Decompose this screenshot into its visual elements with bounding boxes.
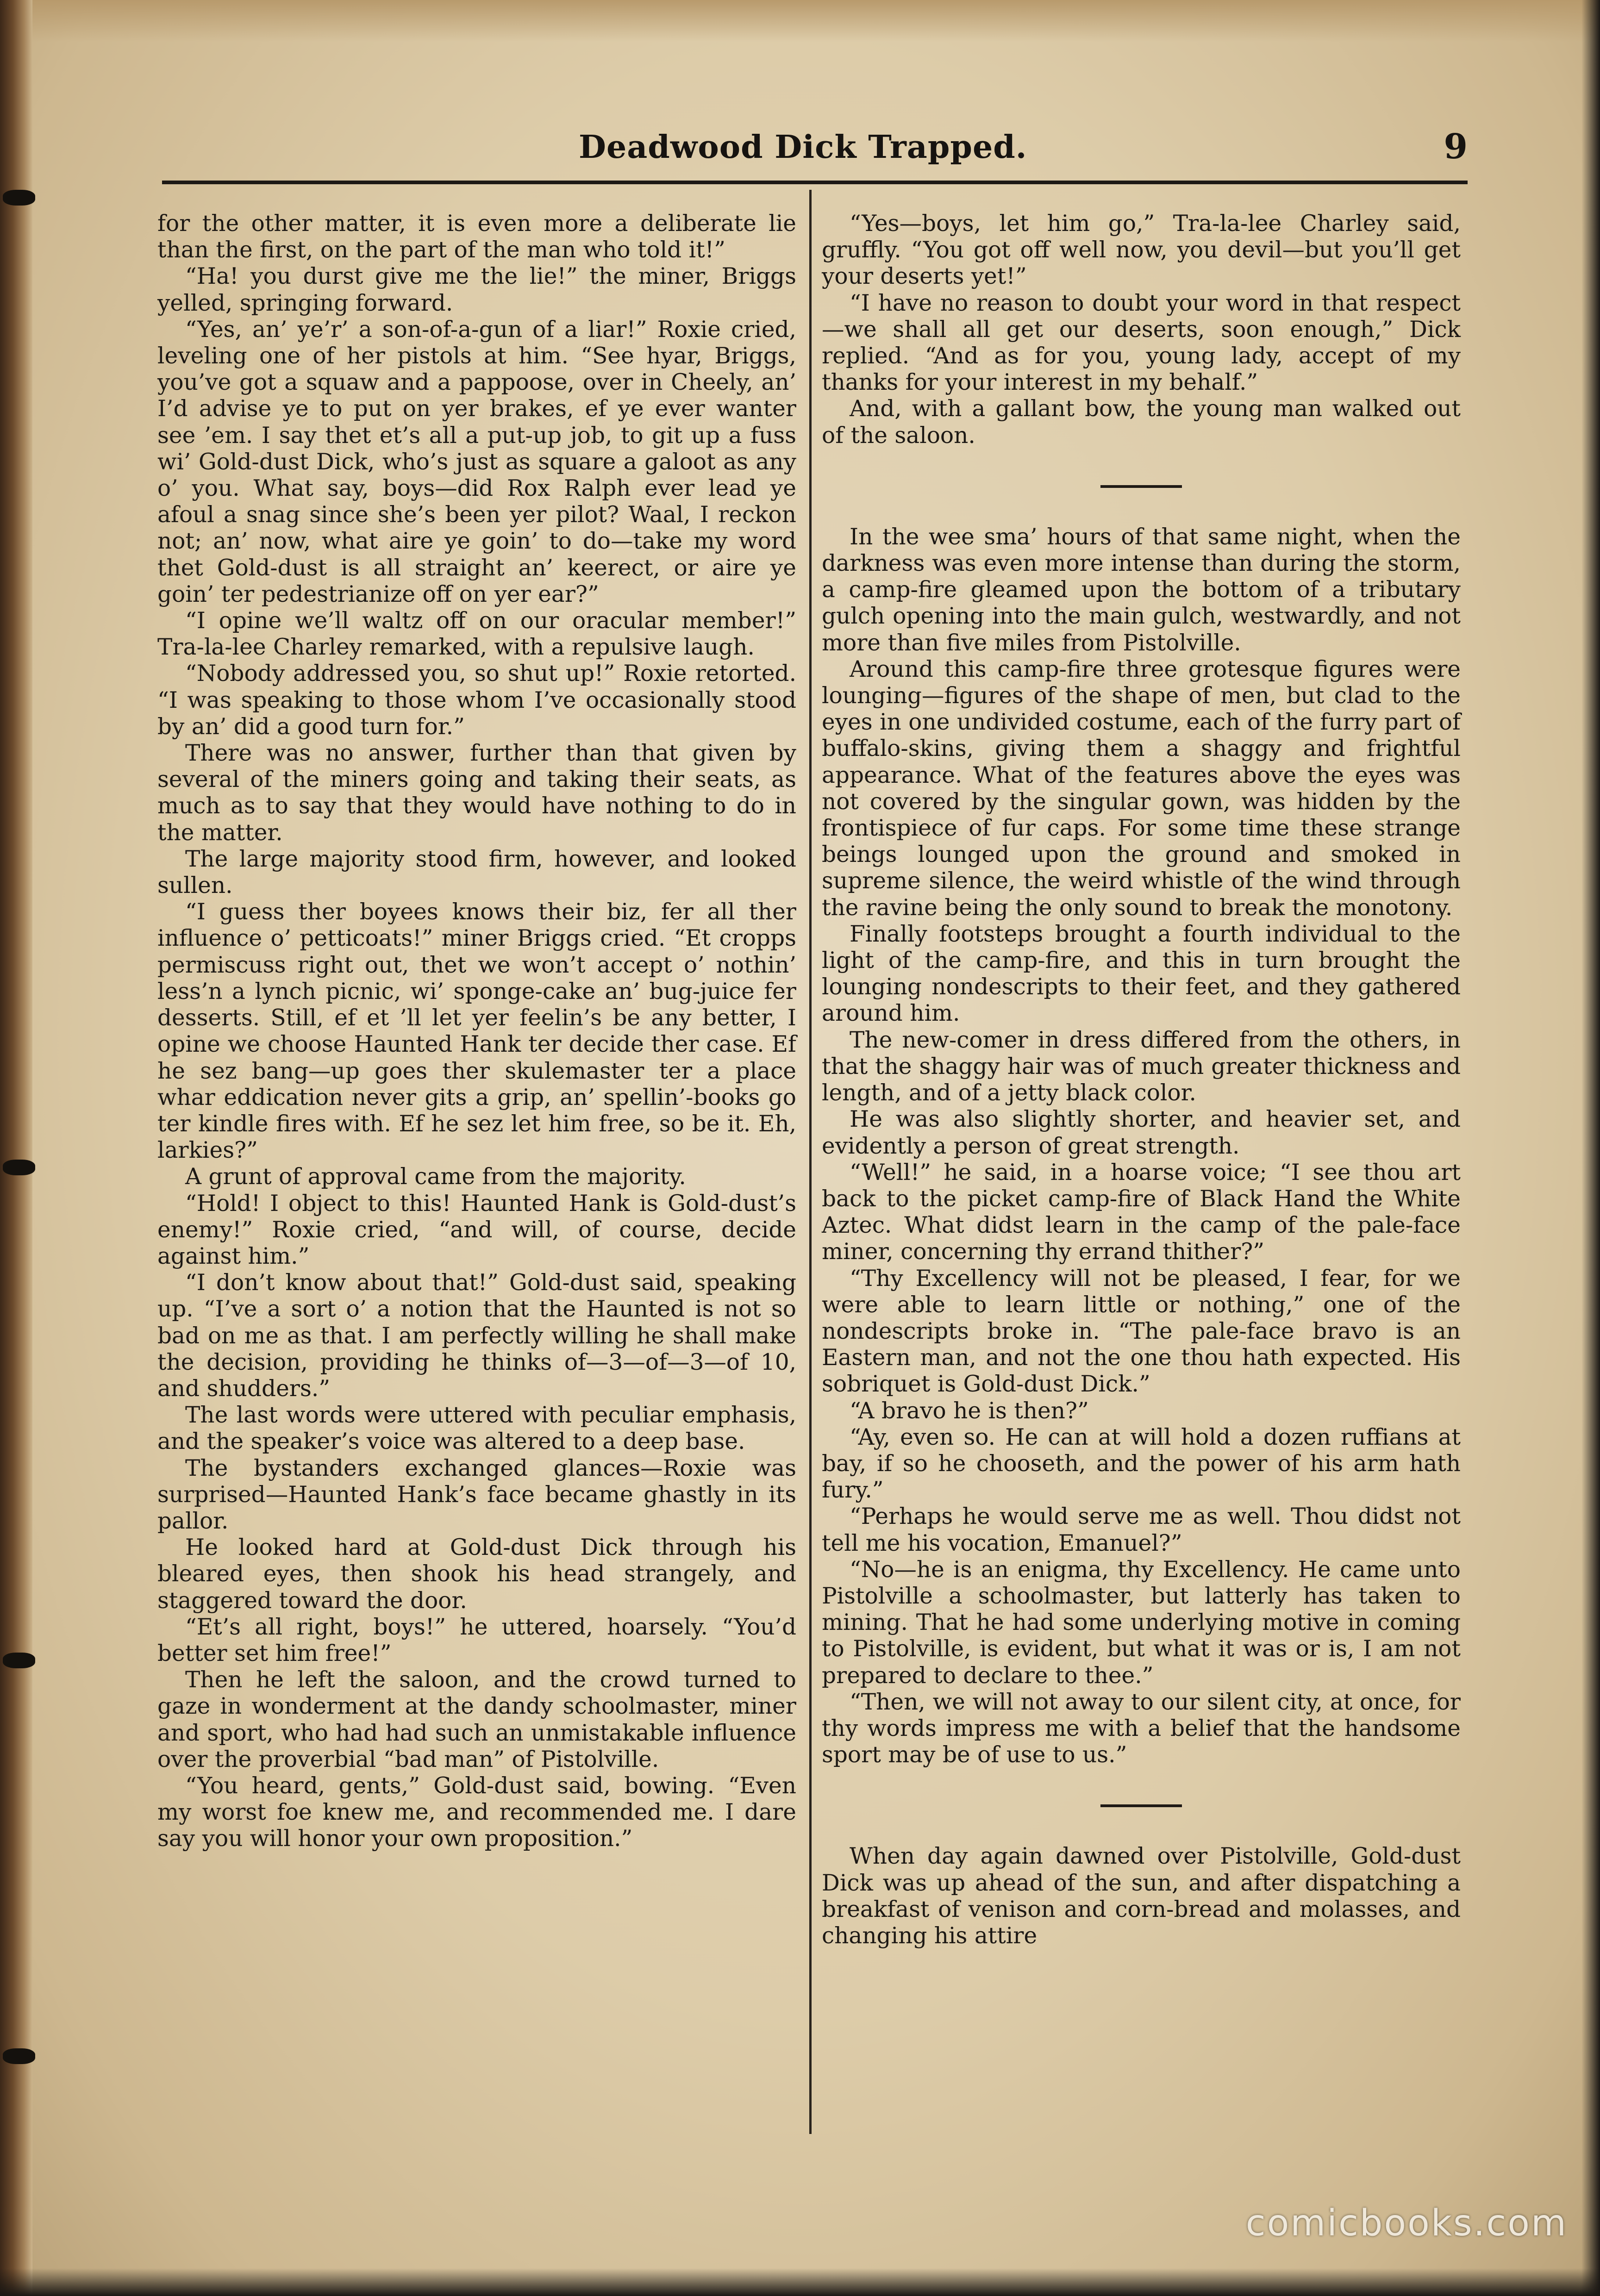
section-separator	[1100, 1804, 1182, 1807]
paragraph: Finally footsteps brought a fourth individual to the light of the camp-fire, and this in turn brought the lounging nondescripts to their feet, and they gathered around him.	[822, 921, 1461, 1027]
paragraph: And, with a gallant bow, the young man walked out of the saloon.	[822, 396, 1461, 449]
paragraph: The last words were uttered with peculiar emphasis, and the speaker’s voice was altered to a deep base.	[157, 1402, 796, 1455]
paragraph: “I have no reason to doubt your word in that respect—we shall all get our deserts, soon enough,” Dick replied. “And as for you, young lady, accept of my thanks for your interest in my behalf.”	[822, 290, 1461, 396]
column-divider	[809, 190, 812, 2134]
paragraph: for the other matter, it is even more a deliberate lie than the first, on the part of the man who told it!”	[157, 211, 796, 263]
site-watermark: comicbooks.com	[1245, 2202, 1568, 2244]
paragraph: The bystanders exchanged glances—Roxie was surprised—Haunted Hank’s face became ghastly in its pallor.	[157, 1455, 796, 1534]
paragraph: “Et’s all right, boys!” he uttered, hoarsely. “You’d better set him free!”	[157, 1614, 796, 1666]
paragraph: “I don’t know about that!” Gold-dust said, speaking up. “I’ve a sort o’ a notion that the Haunted is not so bad on me as that. I am perfectly willing he shall make the decision, providing he thinks of—3—of—3—of 10, and shudders.”	[157, 1270, 796, 1402]
running-header	[153, 120, 1468, 176]
paragraph: “Well!” he said, in a hoarse voice; “I see thou art back to the picket camp-fire of Black Hand the White Aztec. What didst learn in the camp of the pale-face miner, concerning thy errand thither?”	[822, 1159, 1461, 1265]
paragraph: “Thy Excellency will not be pleased, I fear, for we were able to learn little or nothing,” one of the nondescripts broke in. “The pale-face bravo is an Eastern man, and not the one thou hath expected. His sobriquet is Gold-dust Dick.”	[822, 1265, 1461, 1398]
section-separator	[1100, 485, 1182, 488]
paper-stain	[32, 0, 1600, 42]
binding-staple	[3, 1160, 35, 1175]
paragraph: There was no answer, further than that given by several of the miners going and taking their seats, as much as to say that they would have nothing to do in the matter.	[157, 740, 796, 846]
paragraph: “Nobody addressed you, so shut up!” Roxie retorted. “I was speaking to those whom I’ve occasionally stood by an’ did a good turn for.”	[157, 661, 796, 740]
paragraph: “Yes—boys, let him go,” Tra-la-lee Charley said, gruffly. “You got off well now, you devil—but you’ll get your deserts yet!”	[822, 211, 1461, 290]
paragraph: When day again dawned over Pistolville, Gold-dust Dick was up ahead of the sun, and after dispatching a breakfast of venison and corn-bread and molasses, and changing his attire	[822, 1843, 1461, 1949]
page-right-edge	[1581, 0, 1600, 2296]
paragraph: In the wee sma’ hours of that same night, when the darkness was even more intense than during the storm, a camp-fire gleamed upon the bottom of a tributary gulch opening into the main gulch, westwardly, and not more than five miles from Pistolville.	[822, 524, 1461, 656]
page-bottom-edge	[0, 2268, 1600, 2296]
paragraph: “Hold! I object to this! Haunted Hank is Gold-dust’s enemy!” Roxie cried, “and will, of course, decide against him.”	[157, 1190, 796, 1269]
paragraph: The new-comer in dress differed from the others, in that the shaggy hair was of much greater thickness and length, and of a jetty black color.	[822, 1027, 1461, 1106]
paragraph: Around this camp-fire three grotesque figures were lounging—figures of the shape of men, but clad to the eyes in one undivided costume, each of the furry part of buffalo-skins, giving them a shaggy and frightful appearance. What of the features above the eyes was not covered by the singular gown, was hidden by the frontispiece of fur caps. For some time these strange beings lounged upon the ground and smoked in supreme silence, the weird whistle of the wind through the ravine being the only sound to break the monotony.	[822, 656, 1461, 921]
paragraph: A grunt of approval came from the majority.	[185, 1164, 686, 1190]
header-rule	[162, 181, 1468, 184]
paragraph: “Perhaps he would serve me as well. Thou didst not tell me his vocation, Emanuel?”	[822, 1504, 1461, 1556]
paragraph: “Ay, even so. He can at will hold a dozen ruffians at bay, if so he chooseth, and the power of his arm hath fury.”	[822, 1424, 1461, 1504]
paragraph: Then he left the saloon, and the crowd turned to gaze in wonderment at the dandy schoolmaster, miner and sport, who had had such an unmistakable influence over the proverbial “bad man” of Pistolville.	[157, 1667, 796, 1772]
paragraph: “Ha! you durst give me the lie!” the miner, Briggs yelled, springing forward.	[157, 263, 796, 316]
binding-staple	[3, 190, 35, 206]
paragraph: “You heard, gents,” Gold-dust said, bowing. “Even my worst foe knew me, and recommended me. I dare say you will honor your own proposition.”	[157, 1772, 796, 1852]
paragraph: He looked hard at Gold-dust Dick through his bleared eyes, then shook his head strangely, and staggered toward the door.	[157, 1535, 796, 1614]
paragraph: “I opine we’ll waltz off on our oracular member!” Tra-la-lee Charley remarked, with a repulsive laugh.	[157, 608, 796, 661]
right-column	[822, 211, 1461, 1949]
binding-staple	[3, 2048, 35, 2064]
left-column	[157, 211, 796, 1853]
paragraph: He was also slightly shorter, and heavier set, and evidently a person of great strength.	[822, 1106, 1461, 1159]
page-binding	[0, 0, 32, 2296]
paragraph: “A bravo he is then?”	[850, 1398, 1089, 1424]
page-number: 9	[1444, 127, 1468, 167]
story-title: Deadwood Dick Trapped.	[579, 129, 1027, 166]
paragraph: “No—he is an enigma, thy Excellency. He came unto Pistolville a schoolmaster, but latterly has taken to mining. That he had some underlying motive in coming to Pistolville, is evident, but what it was or is, I am not prepared to declare to thee.”	[822, 1556, 1461, 1689]
binding-staple	[3, 1653, 35, 1668]
paragraph: The large majority stood firm, however, and looked sullen.	[157, 846, 796, 899]
paragraph: “I guess ther boyees knows their biz, fer all ther influence o’ petticoats!” miner Briggs cried. “Et cropps permiscuss right out, thet we won’t accept o’ nothin’ less’n a lynch picnic, wi’ sponge-cake an’ bug-juice fer desserts. Still, ef et ’ll let yer feelin’s be any better, I opine we choose Haunted Hank ter decide ther case. Ef he sez bang—up goes ther skulemaster ter a place whar eddication never gits a grip, an’ spellin’-books go ter kindle fires with. Ef he sez let him free, so be it. Eh, larkies?”	[157, 899, 796, 1164]
paragraph: “Then, we will not away to our silent city, at once, for thy words impress me with a belief that the handsome sport may be of use to us.”	[822, 1689, 1461, 1768]
paragraph: “Yes, an’ ye’r’ a son-of-a-gun of a liar!” Roxie cried, leveling one of her pistols at him. “See hyar, Briggs, you’ve got a squaw and a pappoose, over in Cheely, an’ I’d advise ye to put on yer brakes, ef ye ever wanter see ’em. I say thet et’s all a put-up job, to git up a fuss wi’ Gold-dust Dick, who’s just as square a galoot as any o’ you. What say, boys—did Rox Ralph ever lead ye afoul a snag since she’s been yer pilot? Waal, I reckon not; an’ now, what aire ye goin’ to do—take my word thet Gold-dust is all straight an’ keerect, or aire ye goin’ ter pedestrianize off on yer ear?”	[157, 316, 796, 607]
